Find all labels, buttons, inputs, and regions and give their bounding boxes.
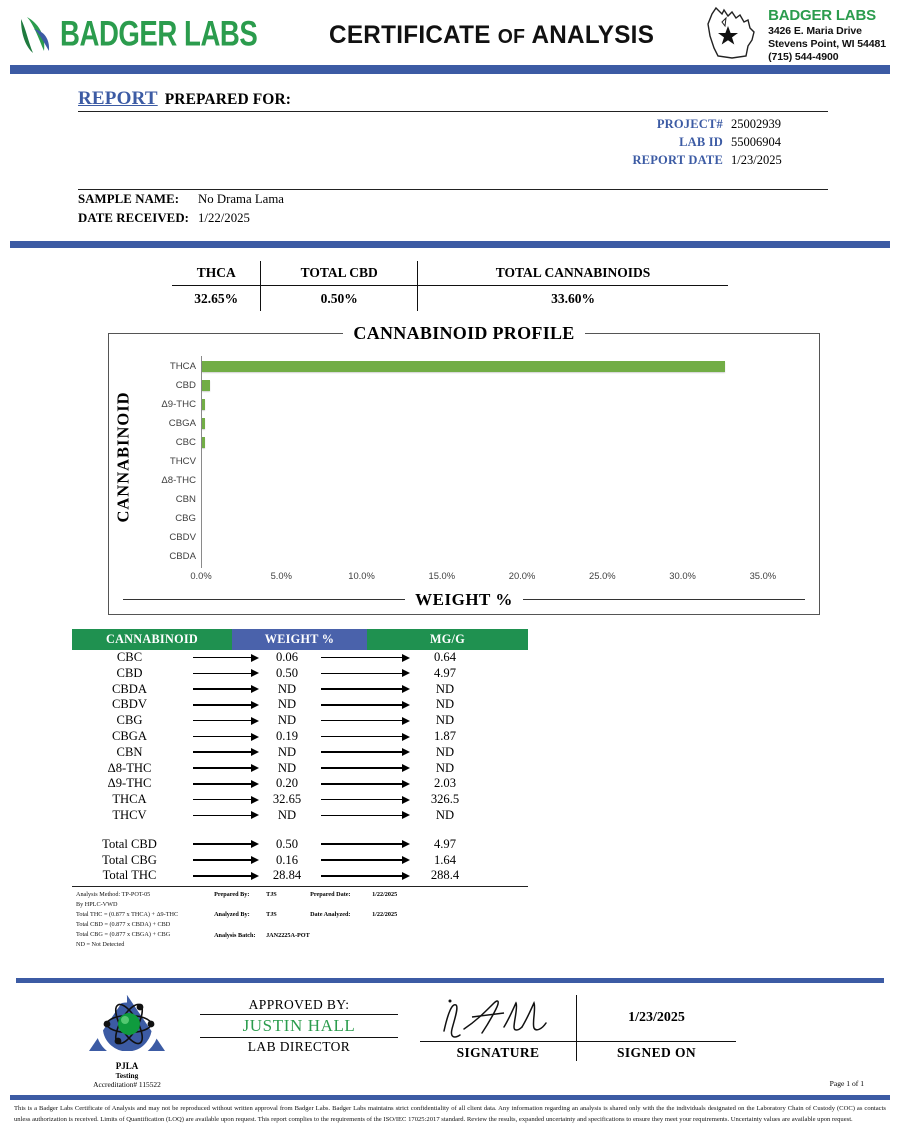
results-arrow xyxy=(315,701,410,709)
project-value: 25002939 xyxy=(731,117,781,131)
analyzed-by-label: Analyzed By: xyxy=(214,911,250,919)
results-cell-mgg: ND xyxy=(435,697,455,712)
signature-mark-icon xyxy=(420,995,580,1041)
results-arrow xyxy=(187,748,259,756)
signature-group xyxy=(420,993,736,1061)
chart-category-label: Δ9-THC xyxy=(161,398,196,410)
summary-value-thca: 32.65% xyxy=(194,290,239,306)
meta-row-lab-id xyxy=(78,134,828,152)
signed-on-date: 1/23/2025 xyxy=(628,1010,685,1026)
title-of: OF xyxy=(497,25,526,48)
results-arrow xyxy=(315,811,410,819)
report-heading-rule xyxy=(78,111,828,112)
lab-id-value: 55006904 xyxy=(731,134,781,149)
chart-x-tick: 30.0% xyxy=(669,569,696,581)
results-cell-weight: ND xyxy=(277,713,297,728)
table-row xyxy=(72,729,528,745)
footer-disclaimer: This is a Badger Labs Certificate of Analysis and may not be reproduced without written approval from Badger Labs. Badger Labs maintains strict confidentiality of all client data. Any information regarding an analysis is shared only with the the individuals designated on the Laboratory Chain of Custody (COC) as contacts unless authorization is received. Limits of Quantification (LOQ) are available upon request. This report complies to the requirements of the ISO/IEC 17025:2017 standard. Review the results, expanded uncertainty and specifications to ensure they meet your requirements. Uncertainty values are available upon request. xyxy=(14,1105,886,1123)
results-cell-name: CBDV xyxy=(112,697,147,712)
results-totals xyxy=(72,836,528,883)
results-cell-name: Δ9-THC xyxy=(107,776,152,791)
table-row xyxy=(72,760,528,776)
results-cell-name: Total CBG xyxy=(102,852,157,867)
chart-bar-row xyxy=(202,529,803,547)
results-cell-mgg: 0.64 xyxy=(433,650,457,665)
chart-x-tick: 25.0% xyxy=(589,569,616,581)
chart-y-axis-label xyxy=(113,334,135,580)
chart-category-label: CBG xyxy=(175,513,196,524)
results-arrow xyxy=(187,796,259,804)
results-cell-mgg: 1.64 xyxy=(433,852,457,867)
results-cell-mgg: 288.4 xyxy=(430,868,460,883)
chart-title-wrap xyxy=(109,323,819,344)
results-arrow xyxy=(187,701,259,709)
results-arrow xyxy=(315,733,410,741)
summary-header-thca: THCA xyxy=(172,261,261,286)
header-divider-bar xyxy=(10,65,890,74)
summary-value-row xyxy=(24,285,876,311)
prepared-for-label: PREPARED FOR: xyxy=(164,91,292,108)
chart-bar xyxy=(202,361,725,372)
results-arrow xyxy=(315,780,410,788)
fineprint-line: Total CBG = (0.877 x CBGA) + CBG xyxy=(76,930,171,938)
fineprint-line: Analysis Method: TP-POT-05 xyxy=(76,890,151,898)
lab-city-state: Stevens Point, WI 54481 xyxy=(768,38,886,51)
meta-row-project xyxy=(78,116,828,134)
summary-spacer-right xyxy=(728,261,876,286)
title-certificate: CERTIFICATE xyxy=(328,20,491,49)
pjla-accreditation-block xyxy=(68,993,186,1089)
results-header-row xyxy=(72,629,528,650)
signed-on-caption: SIGNED ON xyxy=(617,1045,696,1061)
fineprint-line: ND = Not Detected xyxy=(76,941,125,949)
results-arrow xyxy=(187,856,259,864)
chart-bar-row xyxy=(202,491,803,509)
results-arrow xyxy=(315,654,410,662)
results-arrow xyxy=(187,654,259,662)
summary-header-total-cannabinoids: TOTAL CANNABINOIDS xyxy=(418,261,728,286)
results-arrow xyxy=(187,685,259,693)
date-received-label: DATE RECEIVED: xyxy=(78,211,190,226)
results-cell-weight: ND xyxy=(277,760,297,775)
chart-x-tick: 0.0% xyxy=(190,569,212,581)
summary-header-row xyxy=(24,261,876,286)
lab-street: 3426 E. Maria Drive xyxy=(768,25,862,38)
chart-bar-row xyxy=(202,396,803,414)
prepared-date-label: Prepared Date: xyxy=(310,890,351,898)
chart-category-label: CBDA xyxy=(169,551,196,563)
date-received-row xyxy=(78,209,828,228)
table-row xyxy=(72,713,528,729)
results-cell-mgg: ND xyxy=(435,744,455,759)
results-cell-weight: ND xyxy=(277,697,297,712)
results-arrow xyxy=(315,856,410,864)
date-received-value: 1/22/2025 xyxy=(198,211,250,226)
results-arrow xyxy=(187,669,259,677)
fineprint-line: Total CBD = (0.877 x CBDA) + CBD xyxy=(76,920,171,928)
results-cell-weight: 0.19 xyxy=(275,729,299,743)
chart-x-tick: 35.0% xyxy=(749,569,777,581)
chart-bar-row xyxy=(202,548,803,566)
chart-bars-area xyxy=(201,356,803,568)
results-cell-name: Δ8-THC xyxy=(107,760,152,775)
table-row xyxy=(72,836,528,852)
signature-column xyxy=(420,995,576,1061)
table-row xyxy=(72,681,528,697)
x-label-rule-right xyxy=(523,599,805,600)
chart-category-label: THCA xyxy=(169,360,196,372)
table-row xyxy=(72,852,528,868)
chart-category-label: CBD xyxy=(175,379,196,391)
approval-section xyxy=(16,978,884,1089)
results-arrow xyxy=(315,872,410,880)
results-cell-mgg: 4.97 xyxy=(433,836,457,851)
chart-category-label: CBN xyxy=(175,493,196,505)
summary-value-total-cannabinoids: 33.60% xyxy=(418,285,728,311)
analyzed-by-value: TJS xyxy=(266,911,277,919)
chart-category-label: CBC xyxy=(175,436,196,448)
results-cell-name: CBC xyxy=(116,650,143,665)
pjla-accreditation-number: Accreditation# 115522 xyxy=(93,1080,161,1090)
brand-name: BADGER LABS xyxy=(60,14,258,54)
results-body xyxy=(72,650,528,824)
project-label: PROJECT# xyxy=(656,117,723,131)
lab-id-label: LAB ID xyxy=(679,134,723,149)
report-meta-list xyxy=(78,116,828,169)
lab-address-block xyxy=(702,6,886,64)
page-number: Page 1 of 1 xyxy=(829,1079,864,1089)
chart-bar-row xyxy=(202,472,803,490)
results-cell-name: CBG xyxy=(116,713,143,728)
table-row xyxy=(72,744,528,760)
results-cell-weight: 0.06 xyxy=(275,650,299,665)
chart-bar-row xyxy=(202,415,803,433)
analysis-fineprint xyxy=(76,890,900,950)
date-analyzed-label: Date Analyzed: xyxy=(310,911,351,919)
summary-spacer-left xyxy=(24,261,172,286)
chart-category-label: Δ8-THC xyxy=(161,474,196,486)
results-cell-weight: ND xyxy=(277,744,297,759)
results-arrow xyxy=(187,717,259,725)
chart-x-tick: 10.0% xyxy=(348,569,375,581)
summary-table-wrap xyxy=(24,261,876,311)
sample-name-row xyxy=(78,190,828,209)
prepared-by-label: Prepared By: xyxy=(214,890,250,898)
results-cell-mgg: 326.5 xyxy=(430,792,460,807)
chart-bar xyxy=(202,380,210,391)
results-arrow xyxy=(187,764,259,772)
results-cell-weight: 0.50 xyxy=(275,665,299,680)
wisconsin-map-icon xyxy=(702,6,764,62)
report-heading xyxy=(78,88,828,110)
results-cell-name: THCA xyxy=(112,792,147,807)
fineprint-line: Total THC = (0.877 x THCA) + Δ9-THC xyxy=(76,910,179,918)
analysis-batch-value: JAN2225A-POT xyxy=(266,931,310,939)
results-header-cannabinoid: CANNABINOID xyxy=(72,629,232,650)
meta-row-report-date xyxy=(78,152,828,170)
chart-category-label: THCV xyxy=(169,455,196,467)
chart-bar xyxy=(202,399,205,410)
table-row xyxy=(72,650,528,666)
date-analyzed-value: 1/22/2025 xyxy=(372,911,398,919)
section-divider-bar xyxy=(10,241,890,248)
summary-table xyxy=(24,261,876,311)
results-cell-name: CBD xyxy=(116,665,143,680)
results-cell-mgg: 1.87 xyxy=(433,729,457,743)
chart-x-tick: 15.0% xyxy=(428,569,456,581)
results-cell-name: CBN xyxy=(116,744,143,759)
cannabinoid-profile-chart xyxy=(108,322,820,615)
results-arrow xyxy=(187,872,259,880)
table-row xyxy=(72,665,528,681)
chart-bar xyxy=(202,418,205,429)
approved-by-block xyxy=(200,993,398,1055)
brand-logo-group xyxy=(18,15,275,55)
results-arrow xyxy=(315,669,410,677)
chart-bar-row xyxy=(202,377,803,395)
chart-x-tick: 20.0% xyxy=(508,569,536,581)
signature-caption: SIGNATURE xyxy=(456,1045,540,1061)
results-arrow xyxy=(315,840,410,848)
approver-role: LAB DIRECTOR xyxy=(247,1039,351,1055)
sample-name-value: No Drama Lama xyxy=(198,192,284,207)
fineprint-line: By HPLC-VWD xyxy=(76,900,118,908)
totals-bottom-rule xyxy=(72,886,528,887)
results-cell-name: Total CBD xyxy=(102,836,157,851)
table-row xyxy=(72,776,528,792)
results-header-weight: WEIGHT % xyxy=(232,629,367,650)
page-header xyxy=(0,0,900,62)
results-cell-mgg: ND xyxy=(435,713,455,728)
results-arrow xyxy=(187,840,259,848)
chart-category-labels xyxy=(137,356,201,568)
chart-category-label: CBGA xyxy=(168,417,196,429)
summary-value-total-cbd: 0.50% xyxy=(261,285,418,311)
chart-bar-row xyxy=(202,434,803,452)
results-cell-weight: 0.50 xyxy=(275,836,299,851)
results-arrow xyxy=(315,748,410,756)
approver-name: JUSTIN HALL xyxy=(200,1014,398,1038)
results-cell-mgg: 2.03 xyxy=(433,776,457,791)
signature-image xyxy=(420,995,576,1041)
title-analysis: ANALYSIS xyxy=(531,20,654,49)
results-table xyxy=(72,629,528,887)
results-header-mgg: MG/G xyxy=(367,629,528,650)
results-cell-name: CBDA xyxy=(112,681,147,696)
chart-bar xyxy=(202,437,205,448)
results-cell-weight: ND xyxy=(277,807,297,822)
results-cell-weight: 0.16 xyxy=(275,852,299,867)
chart-plot-area xyxy=(137,356,803,568)
results-cell-weight: 28.84 xyxy=(272,868,302,883)
results-cell-mgg: 4.97 xyxy=(433,665,457,680)
results-arrow xyxy=(187,780,259,788)
results-cell-weight: ND xyxy=(277,681,297,696)
analysis-prepared-grid xyxy=(214,890,397,950)
chart-x-axis-label-text: WEIGHT % xyxy=(415,589,513,609)
pjla-subtitle: Testing xyxy=(115,1071,139,1081)
x-label-rule-left xyxy=(123,599,405,600)
analysis-method-notes xyxy=(76,890,178,950)
lab-phone: (715) 544-4900 xyxy=(768,51,839,64)
pjla-logo-icon xyxy=(85,993,169,1055)
report-label: REPORT xyxy=(78,88,158,109)
sample-name-label: SAMPLE NAME: xyxy=(78,192,180,207)
summary-header-total-cbd: TOTAL CBD xyxy=(261,261,418,286)
table-row xyxy=(72,792,528,808)
approved-by-label: APPROVED BY: xyxy=(248,997,350,1013)
chart-title: CANNABINOID PROFILE xyxy=(343,323,584,343)
results-cell-weight: 32.65 xyxy=(272,792,302,807)
prepared-date-value: 1/22/2025 xyxy=(372,890,398,898)
chart-y-axis-label-text: CANNABINOID xyxy=(114,391,133,523)
table-row xyxy=(72,808,528,824)
prepared-by-value: TJS xyxy=(266,890,277,898)
results-arrow xyxy=(315,685,410,693)
results-cell-mgg: ND xyxy=(435,760,455,775)
badger-leaf-logo-icon xyxy=(18,15,52,55)
footer-divider-bar xyxy=(10,1095,890,1100)
chart-category-label: CBDV xyxy=(169,532,196,544)
report-date-label: REPORT DATE xyxy=(632,152,723,167)
chart-bar-row xyxy=(202,453,803,471)
chart-x-axis-label xyxy=(123,590,805,610)
results-cell-weight: 0.20 xyxy=(275,776,299,791)
table-row xyxy=(72,697,528,713)
results-cell-mgg: ND xyxy=(435,681,455,696)
chart-x-axis-ticks xyxy=(190,569,803,586)
report-info-section xyxy=(0,74,900,229)
analysis-batch-label: Analysis Batch: xyxy=(214,931,256,939)
chart-bar-row xyxy=(202,510,803,528)
chart-x-tick: 5.0% xyxy=(270,569,292,581)
chart-bar-row xyxy=(202,358,803,376)
pjla-name: PJLA xyxy=(115,1061,139,1072)
lab-name: BADGER LABS xyxy=(768,7,876,25)
results-cell-name: CBGA xyxy=(112,729,147,743)
signed-on-column xyxy=(576,995,736,1061)
sample-info-block xyxy=(78,189,828,228)
summary-spacer-right-2 xyxy=(728,285,876,311)
table-row xyxy=(72,868,528,884)
results-arrow xyxy=(187,811,259,819)
results-cell-name: Total THC xyxy=(102,868,157,883)
results-cell-name: THCV xyxy=(112,807,147,822)
results-arrow xyxy=(315,764,410,772)
results-arrow xyxy=(315,717,410,725)
page-title xyxy=(329,21,654,50)
results-cell-mgg: ND xyxy=(435,807,455,822)
results-arrow xyxy=(187,733,259,741)
summary-spacer-left-2 xyxy=(24,285,172,311)
results-arrow xyxy=(315,796,410,804)
report-date-value: 1/23/2025 xyxy=(731,152,782,167)
